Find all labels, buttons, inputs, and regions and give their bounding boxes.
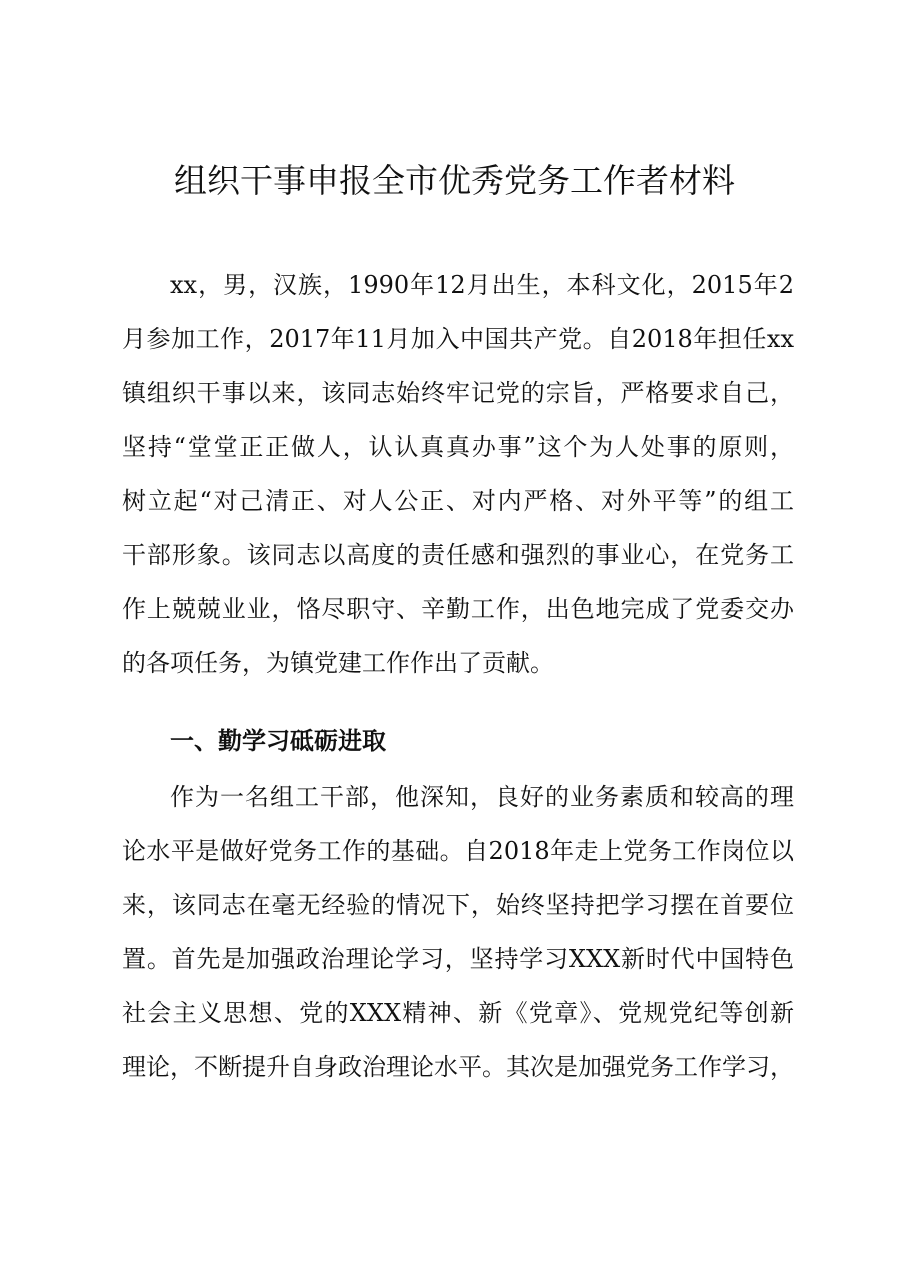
paragraph-line: 置。首先是加强政治理论学习，坚持学习XXX新时代中国特色: [122, 945, 794, 973]
paragraph-line: 的各项任务，为镇党建工作作出了贡献。: [122, 649, 554, 677]
paragraph-line: 理论，不断提升自身政治理论水平。其次是加强党务工作学习，: [122, 1053, 794, 1081]
paragraph-line: 来，该同志在毫无经验的情况下，始终坚持把学习摆在首要位: [122, 891, 794, 919]
paragraph-line: 树立起“对己清正、对人公正、对内严格、对外平等”的组工: [122, 487, 794, 515]
paragraph-study: [122, 770, 794, 1094]
section-heading: 一、勤学习砥砺进取: [170, 727, 386, 755]
document-title: 组织干事申报全市优秀党务工作者材料: [174, 161, 735, 200]
paragraph-line: 社会主义思想、党的XXX精神、新《党章》、党规党纪等创新: [122, 999, 794, 1027]
paragraph-line: 作上兢兢业业，恪尽职守、辛勤工作，出色地完成了党委交办: [122, 595, 794, 623]
paragraph-line: 论水平是做好党务工作的基础。自2018年走上党务工作岗位以: [122, 837, 794, 865]
paragraph-line: 坚持“堂堂正正做人，认认真真办事”这个为人处事的原则，: [122, 433, 794, 461]
paragraph-intro: [122, 258, 794, 690]
paragraph-line: 月参加工作，2017年11月加入中国共产党。自2018年担任xx: [122, 325, 794, 353]
paragraph-line: 镇组织干事以来，该同志始终牢记党的宗旨，严格要求自己，: [122, 379, 794, 407]
paragraph-line: 干部形象。该同志以高度的责任感和强烈的事业心，在党务工: [122, 541, 794, 569]
paragraph-line: 作为一名组工干部，他深知，良好的业务素质和较高的理: [170, 783, 794, 811]
paragraph-line: xx，男，汉族，1990年12月出生，本科文化，2015年2: [170, 271, 794, 299]
